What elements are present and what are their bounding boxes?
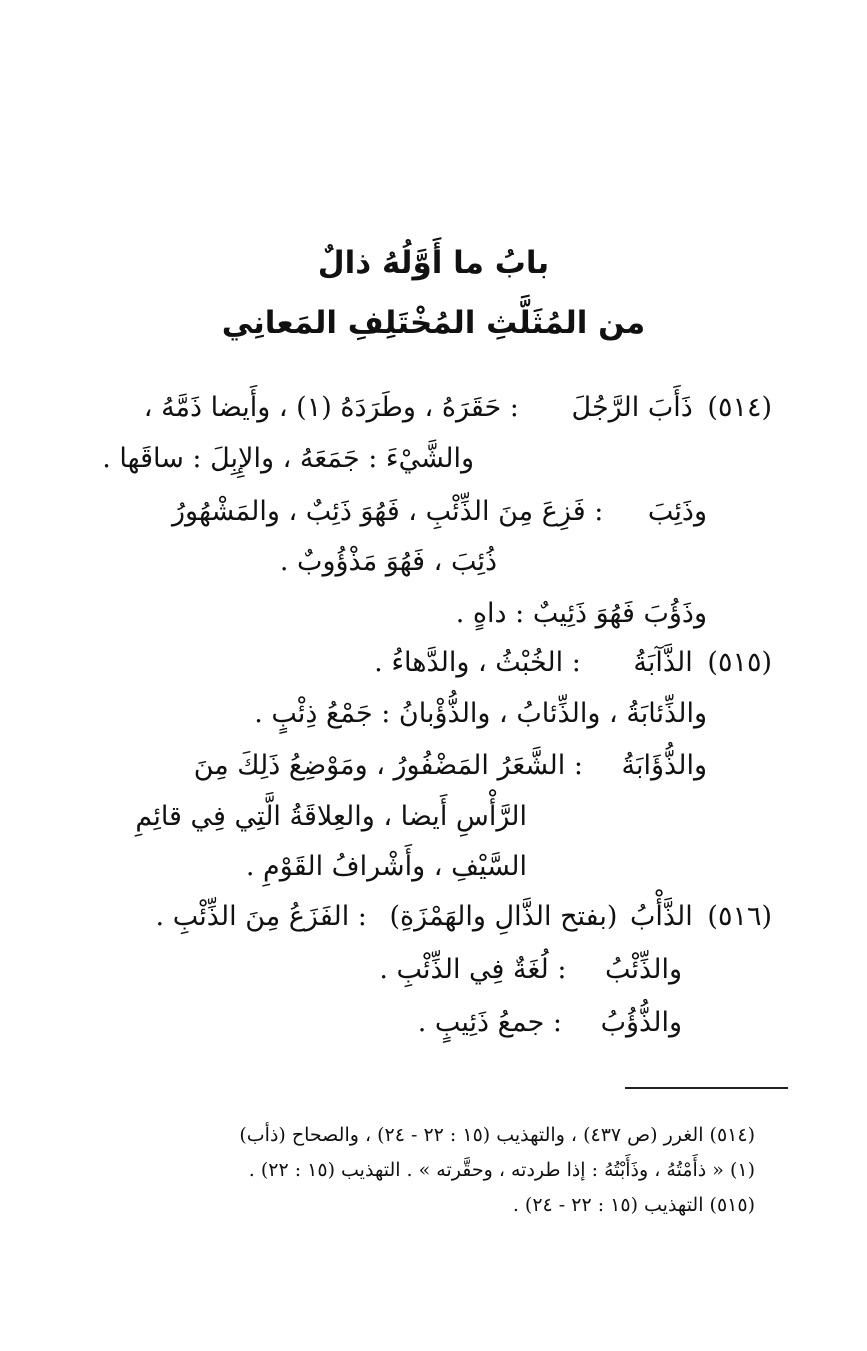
entry-number: (٥١٤): [707, 392, 772, 423]
entry-headword: ذَأَبَ الرَّجُلَ: [571, 392, 693, 423]
entry-definition: : الشَّعَرُ المَضْفُورُ ، ومَوْضِعُ ذَلِكَ مِنَ: [193, 750, 583, 781]
entry-definition: : فَزِعَ مِنَ الذِّئْبِ ، فَهُوَ ذَئِبٌ ، والمَشْهُورُ: [172, 496, 604, 527]
entry-515b-line2: الرَّأْسِ أَيضا ، والعِلاقَةُ الَّتِي فِي قائِمِ: [135, 801, 527, 832]
entry-516c-line: [418, 1003, 682, 1043]
entry-515b-line1: [194, 746, 707, 786]
entry-definition: : الفَزَعُ مِنَ الذِّئْبِ .: [155, 901, 367, 932]
entry-515-line1: [374, 643, 772, 683]
entry-number: (٥١٦): [707, 901, 772, 932]
entry-headword: وذَئِبَ: [647, 496, 707, 527]
chapter-title-line2: من المُثَلَّثِ المُخْتَلِفِ المَعانِي: [221, 305, 646, 341]
entry-514c-line: وذَؤُبَ فَهُوَ ذَئِيبٌ : داهٍ .: [455, 598, 707, 629]
entry-note: (بفتح الذَّالِ والهَمْزَةِ): [389, 901, 618, 932]
entry-515b-line3: السَّيْفِ ، وأَشْرافُ القَوْمِ .: [245, 851, 527, 882]
entry-number: (٥١٥): [707, 647, 772, 678]
entry-516-line1: [156, 897, 772, 937]
entry-definition: : جمعُ ذَئِيبٍ .: [417, 1007, 562, 1038]
entry-515-line2: والذِّئابَةُ ، والذِّئابُ ، والذُّؤْبانُ : جَمْعُ ذِئْبٍ .: [254, 698, 707, 729]
entry-headword: الذَّأْبُ: [629, 901, 693, 932]
entry-headword: والذِّئْبُ: [605, 954, 682, 985]
entry-definition: : الخُبْثُ ، والدَّهاءُ .: [374, 647, 581, 678]
entry-514-line2: والشَّيْءَ : جَمَعَهُ ، والإِبِلَ : ساقَها .: [102, 443, 474, 474]
entry-headword: والذُّؤُبُ: [600, 1007, 682, 1038]
entry-514b-line1: [172, 492, 707, 532]
footnote-separator: [625, 1087, 788, 1089]
entry-headword: والذُّؤَابَةُ: [621, 750, 707, 781]
chapter-title-line1: بابُ ما أَوَّلُهُ ذالٌ: [317, 245, 550, 281]
entry-514b-line2: ذُئِبَ ، فَهُوَ مَذْؤُوبٌ .: [279, 546, 497, 577]
entry-514-line1: [144, 388, 772, 428]
footnote-1: (١) « ذأَمْتُهُ ، وذَأَبْتُهُ : إذا طردته ، وحقَّرته » . التهذيب (١٥ : ٢٢) .: [248, 1159, 755, 1181]
entry-definition: : لُغَةٌ فِي الذِّئْبِ .: [379, 954, 567, 985]
entry-definition: : حَقَرَهُ ، وطَرَدَهُ (١) ، وأَيضا ذَمَّهُ ،: [143, 392, 519, 423]
footnote-514: (٥١٤) الغرر (ص ٤٣٧) ، والتهذيب (١٥ : ٢٢ - ٢٤) ، والصحاح (ذأب): [239, 1124, 755, 1146]
footnote-515: (٥١٥) التهذيب (١٥ : ٢٢ - ٢٤) .: [512, 1194, 755, 1216]
entry-516b-line: [379, 950, 682, 990]
entry-headword: الذَّآبَةُ: [633, 647, 693, 678]
